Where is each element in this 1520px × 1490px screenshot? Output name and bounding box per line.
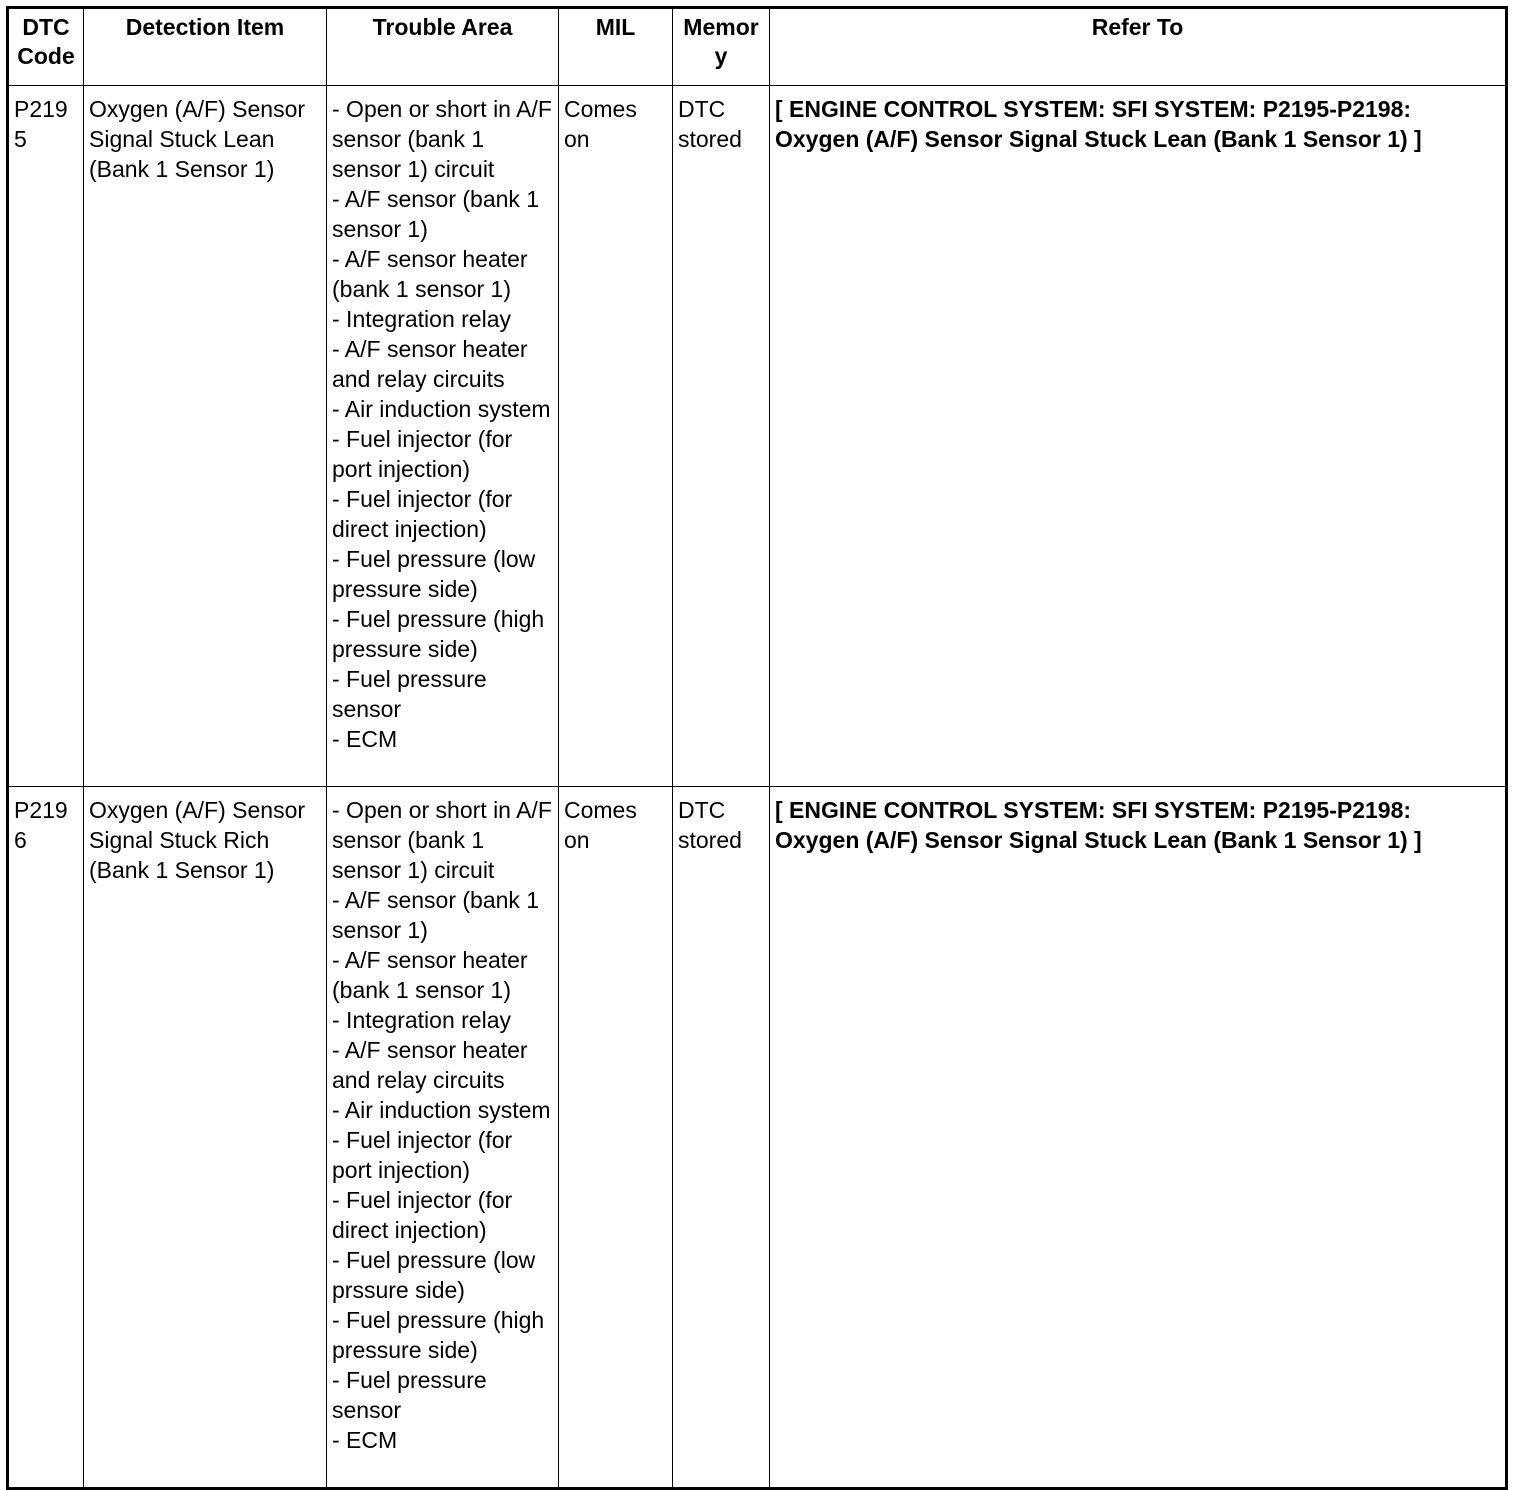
dtc-document	[6, 6, 1508, 1490]
table-row	[8, 86, 1507, 787]
trouble-area-line: - A/F sensor heater (bank 1 sensor 1)	[332, 947, 528, 1003]
mil-cell: Comes on	[559, 86, 673, 787]
refer-to-link[interactable]: [ ENGINE CONTROL SYSTEM: SFI SYSTEM: P2195-P2198: Oxygen (A/F) Sensor Signal Stuck Lean (Bank 1 Sensor 1) ]	[770, 86, 1507, 787]
detection-item-cell: Oxygen (A/F) Sensor Signal Stuck Lean (Bank 1 Sensor 1)	[84, 86, 327, 787]
header-dtc-code-line-2: Code	[17, 43, 75, 69]
dtc-code-cell: P2195	[8, 86, 84, 787]
dtc-code-cell: P2196	[8, 787, 84, 1489]
trouble-area-line: - A/F sensor heater and relay circuits	[332, 1037, 528, 1093]
trouble-area-line: - Fuel pressure (low prssure side)	[332, 1247, 536, 1303]
detection-item-cell: Oxygen (A/F) Sensor Signal Stuck Rich (Bank 1 Sensor 1)	[84, 787, 327, 1489]
trouble-area-line: - Air induction system	[332, 1097, 551, 1123]
mil-cell: Comes on	[559, 787, 673, 1489]
trouble-area-line: - Air induction system	[332, 396, 551, 422]
trouble-area-line: - Fuel injector (for port injection)	[332, 1127, 513, 1183]
trouble-area-line: - Open or short in A/F sensor (bank 1 sensor 1) circuit	[332, 96, 552, 182]
trouble-area-line: - A/F sensor heater and relay circuits	[332, 336, 528, 392]
trouble-area-line: - A/F sensor (bank 1 sensor 1)	[332, 186, 540, 242]
header-memory: Memory	[673, 8, 770, 86]
header-mil: MIL	[559, 8, 673, 86]
trouble-area-cell	[327, 86, 559, 787]
trouble-area-line: - Fuel injector (for direct injection)	[332, 486, 513, 542]
trouble-area-line: - Integration relay	[332, 306, 511, 332]
dtc-table	[6, 6, 1508, 1490]
memory-cell: DTC stored	[673, 86, 770, 787]
trouble-area-line: - Fuel pressure (low pressure side)	[332, 546, 536, 602]
table-row	[8, 787, 1507, 1489]
trouble-area-line: - Fuel pressure (high pressure side)	[332, 1307, 545, 1363]
header-row	[8, 8, 1507, 86]
trouble-area-line: - Integration relay	[332, 1007, 511, 1033]
header-dtc-code-line-1: DTC	[22, 14, 70, 40]
trouble-area-line: - Fuel pressure sensor	[332, 666, 487, 722]
trouble-area-line: - A/F sensor heater (bank 1 sensor 1)	[332, 246, 528, 302]
trouble-area-line: - Fuel pressure (high pressure side)	[332, 606, 545, 662]
trouble-area-line: - A/F sensor (bank 1 sensor 1)	[332, 887, 540, 943]
trouble-area-cell	[327, 787, 559, 1489]
trouble-area-line: - Fuel pressure sensor	[332, 1367, 487, 1423]
trouble-area-line: - Fuel injector (for direct injection)	[332, 1187, 513, 1243]
header-dtc-code	[8, 8, 84, 86]
trouble-area-line: - Open or short in A/F sensor (bank 1 sensor 1) circuit	[332, 797, 552, 883]
header-detection-item: Detection Item	[84, 8, 327, 86]
trouble-area-line: - Fuel injector (for port injection)	[332, 426, 513, 482]
refer-to-link[interactable]: [ ENGINE CONTROL SYSTEM: SFI SYSTEM: P2195-P2198: Oxygen (A/F) Sensor Signal Stuck Lean (Bank 1 Sensor 1) ]	[770, 787, 1507, 1489]
header-trouble-area: Trouble Area	[327, 8, 559, 86]
trouble-area-line: - ECM	[332, 1427, 398, 1453]
trouble-area-line: - ECM	[332, 726, 398, 752]
header-refer-to: Refer To	[770, 8, 1507, 86]
memory-cell: DTC stored	[673, 787, 770, 1489]
